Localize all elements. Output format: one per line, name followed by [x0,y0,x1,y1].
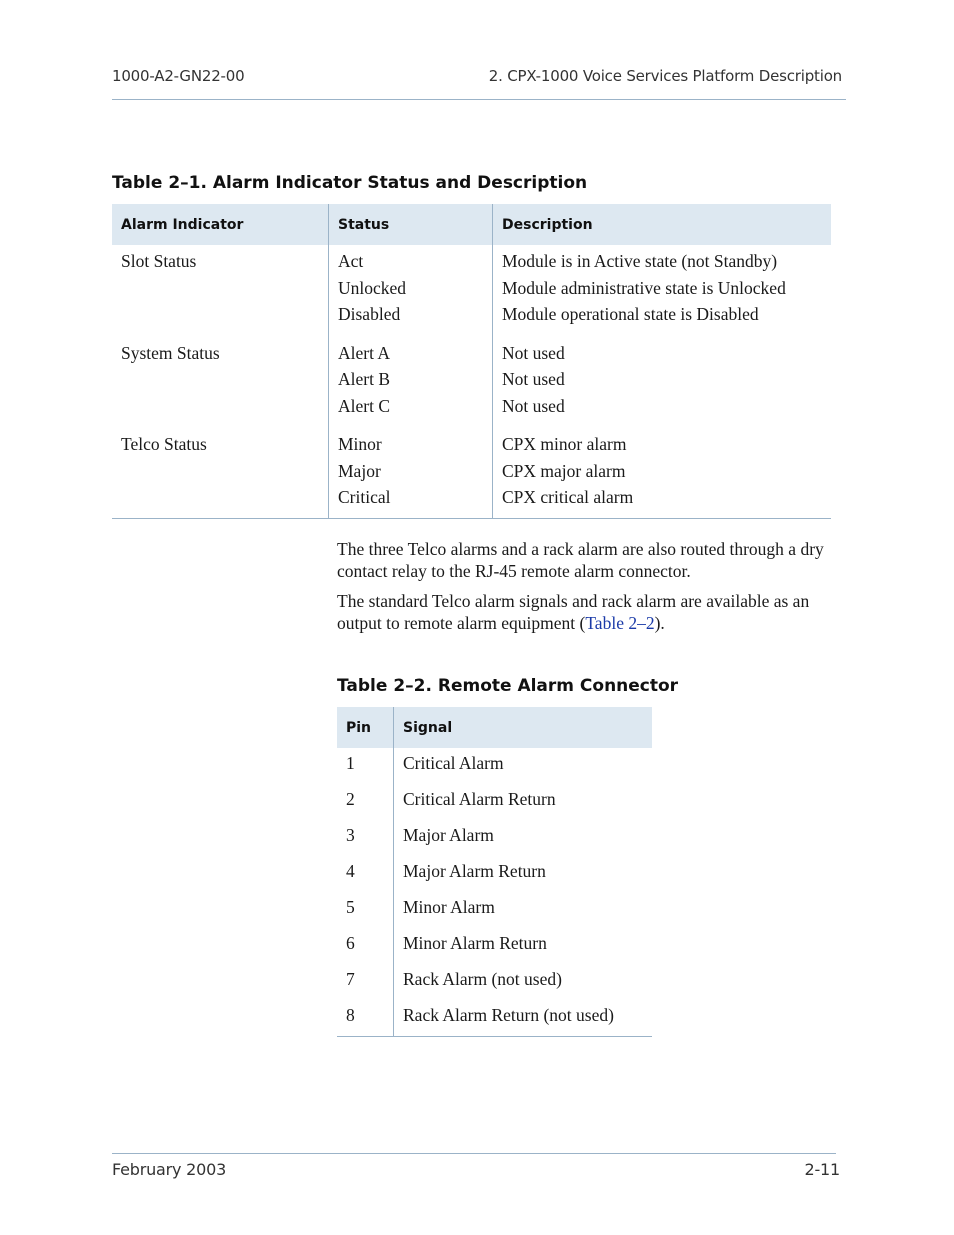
pin-cell: 5 [337,892,394,928]
signal-cell: Critical Alarm [403,753,504,773]
paragraph-text: ). [654,613,665,633]
header-chapter-title: 2. CPX-1000 Voice Services Platform Description [488,67,842,85]
header-doc-number: 1000-A2-GN22-00 [112,67,245,85]
status-cell: Act [338,251,364,271]
alarm-indicator-table [112,204,831,519]
table1-col-status: Status [329,204,493,245]
table-row [337,820,652,856]
description-cell: Module operational state is Disabled [502,304,759,324]
paragraph-remote-alarm [337,590,847,634]
table1-col-description: Description [493,204,832,245]
table-row [337,964,652,1000]
table1-col-indicator: Alarm Indicator [112,204,329,245]
table2-col-signal: Signal [394,707,653,748]
status-cell: Alert A [338,342,391,363]
pin-cell: 1 [337,748,394,784]
table2-caption: Table 2–2. Remote Alarm Connector [337,676,679,696]
table-row [337,856,652,892]
signal-cell: Minor Alarm [403,897,495,917]
pin-cell: 3 [337,820,394,856]
table-row [337,892,652,928]
signal-cell: Major Alarm Return [403,861,546,881]
indicator-cell: Telco Status [121,434,207,454]
paragraph-telco-relay: The three Telco alarms and a rack alarm are also routed through a dry contact relay to the RJ-45 remote alarm connector. [337,539,824,581]
table-row [112,428,831,518]
table-row [337,784,652,820]
status-cell: Critical [338,487,391,507]
pin-cell: 4 [337,856,394,892]
signal-cell: Rack Alarm Return (not used) [403,1005,614,1025]
description-cell: CPX major alarm [502,460,626,481]
table-2-2-link[interactable]: Table 2–2 [585,613,655,633]
header-rule [112,99,846,100]
signal-cell: Critical Alarm Return [403,789,556,809]
indicator-cell: System Status [121,342,220,363]
table-row [112,245,831,337]
indicator-cell: Slot Status [121,251,197,271]
pin-cell: 7 [337,964,394,1000]
table-row [337,748,652,784]
footer-rule [112,1153,836,1154]
table2-header-row [337,707,652,748]
status-cell: Unlocked [338,277,407,298]
table-row [112,337,831,429]
status-cell: Major [338,460,381,481]
status-cell: Alert C [338,395,391,416]
status-cell: Disabled [338,304,401,324]
description-cell: Module administrative state is Unlocked [502,277,786,298]
status-cell: Minor [338,434,382,454]
pin-cell: 8 [337,1000,394,1037]
table-row [337,1000,652,1037]
table2-col-pin: Pin [337,707,394,748]
footer-page-number: 2-11 [804,1160,840,1179]
paragraph-text: The standard Telco alarm signals and rack alarm are available as an output to remote alarm equipment ( [337,591,810,633]
description-cell: CPX minor alarm [502,434,627,454]
pin-cell: 2 [337,784,394,820]
status-cell: Alert B [338,369,391,389]
description-cell: Module is in Active state (not Standby) [502,251,778,271]
description-cell: CPX critical alarm [502,487,634,507]
pin-cell: 6 [337,928,394,964]
table-row [337,928,652,964]
table1-caption: Table 2–1. Alarm Indicator Status and Description [112,173,588,193]
description-cell: Not used [502,369,565,389]
footer-date: February 2003 [112,1160,227,1179]
remote-alarm-connector-table [337,707,652,1037]
description-cell: Not used [502,342,565,363]
signal-cell: Rack Alarm (not used) [403,969,562,989]
signal-cell: Major Alarm [403,825,494,845]
signal-cell: Minor Alarm Return [403,933,547,953]
description-cell: Not used [502,395,565,416]
table1-header-row [112,204,831,245]
